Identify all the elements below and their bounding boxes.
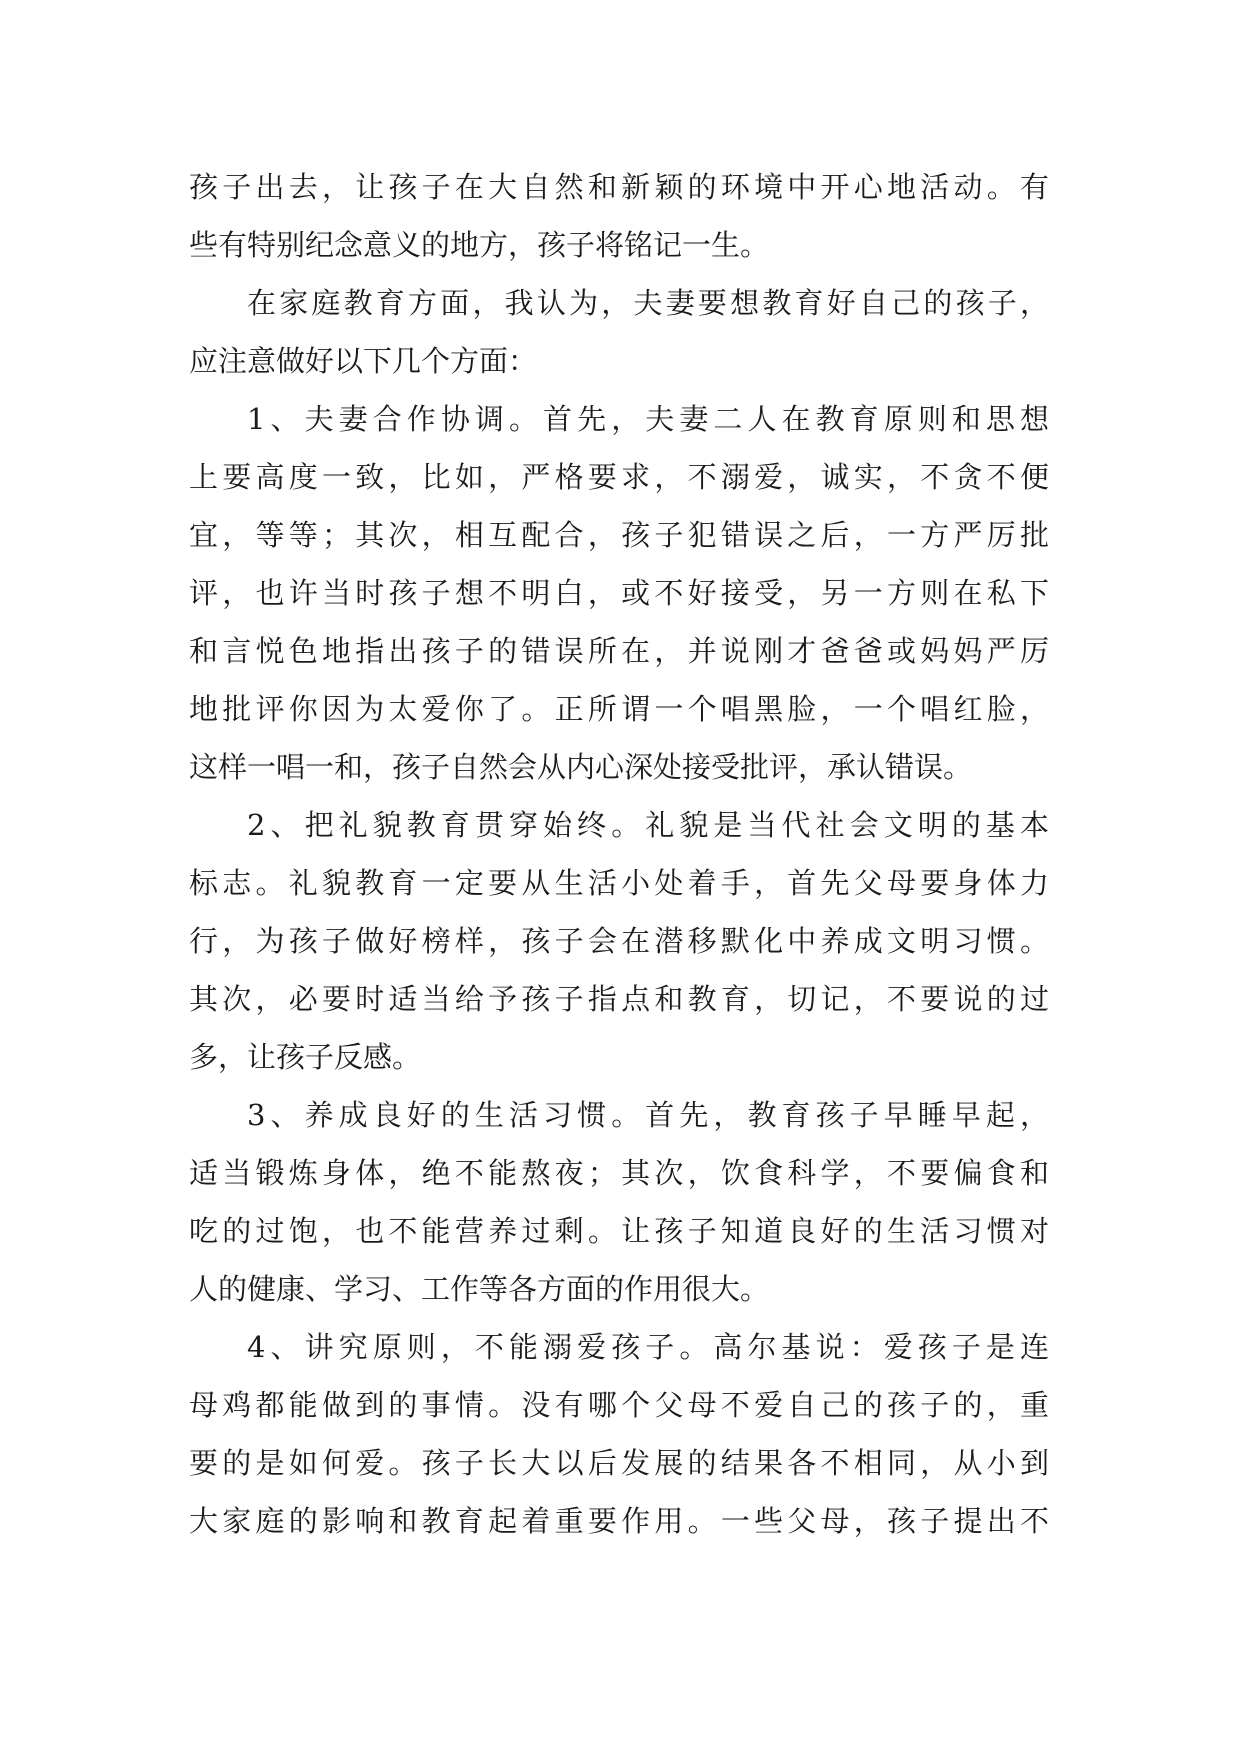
- body-line: 些有特别纪念意义的地方，孩子将铭记一生。: [189, 228, 770, 262]
- list-item-3-first-line: 3、养成良好的生活习惯。首先，教育孩子早睡早起，: [247, 1098, 1049, 1132]
- body-line: 其次，必要时适当给予孩子指点和教育，切记，不要说的过: [189, 982, 1049, 1016]
- body-line: 上要高度一致，比如，严格要求，不溺爱，诚实，不贪不便: [189, 460, 1049, 494]
- body-line: 这样一唱一和，孩子自然会从内心深处接受批评，承认错误。: [189, 750, 973, 784]
- body-line: 吃的过饱，也不能营养过剩。让孩子知道良好的生活习惯对: [189, 1214, 1049, 1248]
- body-line: 应注意做好以下几个方面：: [189, 344, 538, 378]
- body-line: 行，为孩子做好榜样，孩子会在潜移默化中养成文明习惯。: [189, 924, 1049, 958]
- list-item-2-first-line: 2、把礼貌教育贯穿始终。礼貌是当代社会文明的基本: [247, 808, 1049, 842]
- paragraph-first-line: 在家庭教育方面，我认为，夫妻要想教育好自己的孩子，: [247, 286, 1049, 320]
- document-page: [189, 158, 1049, 1598]
- body-line: 标志。礼貌教育一定要从生活小处着手，首先父母要身体力: [189, 866, 1049, 900]
- body-line: 宜，等等；其次，相互配合，孩子犯错误之后，一方严厉批: [189, 518, 1049, 552]
- body-line: 孩子出去，让孩子在大自然和新颖的环境中开心地活动。有: [189, 170, 1049, 204]
- body-line: 评，也许当时孩子想不明白，或不好接受，另一方则在私下: [189, 576, 1049, 610]
- body-line: 多，让孩子反感。: [189, 1040, 422, 1074]
- body-line: 和言悦色地指出孩子的错误所在，并说刚才爸爸或妈妈严厉: [189, 634, 1049, 668]
- body-line: 要的是如何爱。孩子长大以后发展的结果各不相同，从小到: [189, 1446, 1049, 1480]
- list-item-1-first-line: 1、夫妻合作协调。首先，夫妻二人在教育原则和思想: [247, 402, 1049, 436]
- body-line: 地批评你因为太爱你了。正所谓一个唱黑脸，一个唱红脸，: [189, 692, 1049, 726]
- body-line: 人的健康、学习、工作等各方面的作用很大。: [189, 1272, 770, 1306]
- body-line: 大家庭的影响和教育起着重要作用。一些父母，孩子提出不: [189, 1504, 1049, 1538]
- body-line: 母鸡都能做到的事情。没有哪个父母不爱自己的孩子的，重: [189, 1388, 1049, 1422]
- list-item-4-first-line: 4、讲究原则，不能溺爱孩子。高尔基说：爱孩子是连: [247, 1330, 1049, 1364]
- body-line: 适当锻炼身体，绝不能熬夜；其次，饮食科学，不要偏食和: [189, 1156, 1049, 1190]
